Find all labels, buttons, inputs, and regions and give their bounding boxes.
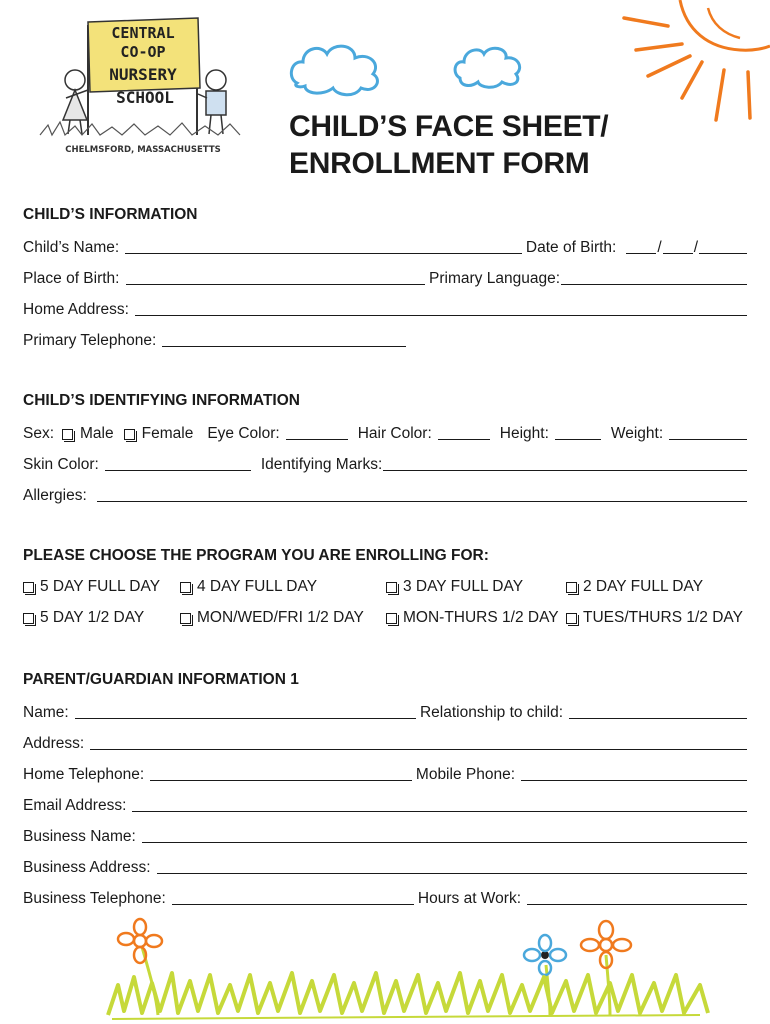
weight-field[interactable] xyxy=(669,438,747,440)
height-field[interactable] xyxy=(555,438,601,440)
grass-and-flowers-decoration xyxy=(0,915,770,1024)
parent-phone-row xyxy=(23,764,747,784)
parent-address-row xyxy=(23,733,747,753)
hair-color-label: Hair Color: xyxy=(357,425,432,442)
home-phone-label: Home Telephone: xyxy=(23,766,145,783)
email-label: Email Address: xyxy=(23,797,127,814)
dob-day-field[interactable] xyxy=(663,252,693,254)
cloud-icon xyxy=(450,40,530,90)
eye-color-label: Eye Color: xyxy=(207,425,280,442)
business-phone-row xyxy=(23,888,747,908)
allergies-field[interactable] xyxy=(97,500,747,502)
childs-info-heading: CHILD’S INFORMATION xyxy=(23,206,198,223)
cloud-icon xyxy=(285,38,395,98)
program-option[interactable] xyxy=(23,609,144,627)
business-name-field[interactable] xyxy=(142,841,747,843)
logo-line-3: NURSERY xyxy=(109,65,177,84)
allergies-row xyxy=(23,485,747,505)
home-address-field[interactable] xyxy=(135,314,747,316)
female-label: Female xyxy=(141,425,194,442)
business-phone-field[interactable] xyxy=(172,903,414,905)
program-option-label: 4 DAY FULL DAY xyxy=(197,578,318,595)
hours-field[interactable] xyxy=(527,903,747,905)
business-phone-label: Business Telephone: xyxy=(23,890,166,907)
eye-color-field[interactable] xyxy=(286,438,348,440)
child-name-field[interactable] xyxy=(125,252,522,254)
hair-color-field[interactable] xyxy=(438,438,490,440)
dob-year-field[interactable] xyxy=(699,252,747,254)
skin-color-label: Skin Color: xyxy=(23,456,99,473)
title-line-1: CHILD’S FACE SHEET/ xyxy=(289,110,609,143)
home-phone-field[interactable] xyxy=(150,779,412,781)
identifying-heading: CHILD’S IDENTIFYING INFORMATION xyxy=(23,392,300,409)
birthplace-row xyxy=(23,268,747,288)
program-option[interactable] xyxy=(386,578,523,596)
dob-month-field[interactable] xyxy=(626,252,656,254)
program-option[interactable] xyxy=(180,609,364,627)
skin-color-field[interactable] xyxy=(105,469,251,471)
parent-name-label: Name: xyxy=(23,704,69,721)
program-checkbox[interactable] xyxy=(180,582,191,593)
email-field[interactable] xyxy=(132,810,747,812)
skin-row xyxy=(23,454,747,474)
form-title xyxy=(289,108,608,182)
primary-phone-field[interactable] xyxy=(162,345,406,347)
business-address-row xyxy=(23,857,747,877)
business-address-field[interactable] xyxy=(157,872,747,874)
program-option[interactable] xyxy=(386,609,559,627)
program-checkbox[interactable] xyxy=(566,613,577,624)
child-name-label: Child’s Name: xyxy=(23,239,120,256)
hours-label: Hours at Work: xyxy=(417,890,521,907)
sex-label: Sex: xyxy=(23,425,55,442)
child-name-row xyxy=(23,237,747,257)
program-option-label: 5 DAY 1/2 DAY xyxy=(40,609,145,626)
program-option-label: TUES/THURS 1/2 DAY xyxy=(583,609,743,626)
weight-label: Weight: xyxy=(610,425,664,442)
logo-line-2: CO-OP xyxy=(120,43,166,61)
logo-location: CHELMSFORD, MASSACHUSETTS xyxy=(65,145,221,155)
primary-phone-row xyxy=(23,330,747,350)
program-checkbox[interactable] xyxy=(180,613,191,624)
dob-field[interactable]: / / xyxy=(626,239,747,257)
logo-line-4: SCHOOL xyxy=(116,88,174,107)
mobile-label: Mobile Phone: xyxy=(415,766,515,783)
logo-line-1: CENTRAL xyxy=(111,24,175,42)
program-option[interactable] xyxy=(566,578,703,596)
program-checkbox[interactable] xyxy=(386,582,397,593)
height-label: Height: xyxy=(499,425,549,442)
relationship-field[interactable] xyxy=(569,717,747,719)
school-logo xyxy=(30,10,245,160)
business-name-row xyxy=(23,826,747,846)
marks-field[interactable] xyxy=(383,469,747,471)
sun-icon xyxy=(620,0,770,130)
program-checkbox[interactable] xyxy=(23,613,34,624)
parent-name-field[interactable] xyxy=(75,717,416,719)
sex-row xyxy=(23,423,747,443)
program-checkbox[interactable] xyxy=(566,582,577,593)
title-line-2: ENROLLMENT FORM xyxy=(289,147,590,180)
flower-icon xyxy=(524,935,566,1015)
program-option-label: MON-THURS 1/2 DAY xyxy=(403,609,559,626)
parent-address-field[interactable] xyxy=(90,748,747,750)
dob-label: Date of Birth: xyxy=(525,239,617,256)
relationship-label: Relationship to child: xyxy=(419,704,563,721)
allergies-label: Allergies: xyxy=(23,487,87,504)
male-checkbox[interactable] xyxy=(62,429,73,440)
home-address-row xyxy=(23,299,747,319)
program-option-label: 2 DAY FULL DAY xyxy=(583,578,704,595)
program-option[interactable] xyxy=(23,578,160,596)
program-checkbox[interactable] xyxy=(386,613,397,624)
primary-phone-label: Primary Telephone: xyxy=(23,332,157,349)
program-option[interactable] xyxy=(566,609,743,627)
birthplace-field[interactable] xyxy=(126,283,426,285)
language-field[interactable] xyxy=(561,283,747,285)
parent-name-row xyxy=(23,702,747,722)
mobile-field[interactable] xyxy=(521,779,747,781)
home-address-label: Home Address: xyxy=(23,301,129,318)
business-name-label: Business Name: xyxy=(23,828,136,845)
program-option-label: 5 DAY FULL DAY xyxy=(40,578,161,595)
business-address-label: Business Address: xyxy=(23,859,151,876)
program-option[interactable] xyxy=(180,578,317,596)
program-heading: PLEASE CHOOSE THE PROGRAM YOU ARE ENROLLING FOR: xyxy=(23,547,489,564)
parent1-heading: PARENT/GUARDIAN INFORMATION 1 xyxy=(23,671,299,688)
program-option-label: 3 DAY FULL DAY xyxy=(403,578,524,595)
marks-label: Identifying Marks: xyxy=(260,456,383,473)
birthplace-label: Place of Birth: xyxy=(23,270,120,287)
program-checkbox[interactable] xyxy=(23,582,34,593)
parent-address-label: Address: xyxy=(23,735,85,752)
program-option-label: MON/WED/FRI 1/2 DAY xyxy=(197,609,364,626)
language-label: Primary Language: xyxy=(429,270,560,287)
email-row xyxy=(23,795,747,815)
female-checkbox[interactable] xyxy=(124,429,135,440)
male-label: Male xyxy=(80,425,114,442)
